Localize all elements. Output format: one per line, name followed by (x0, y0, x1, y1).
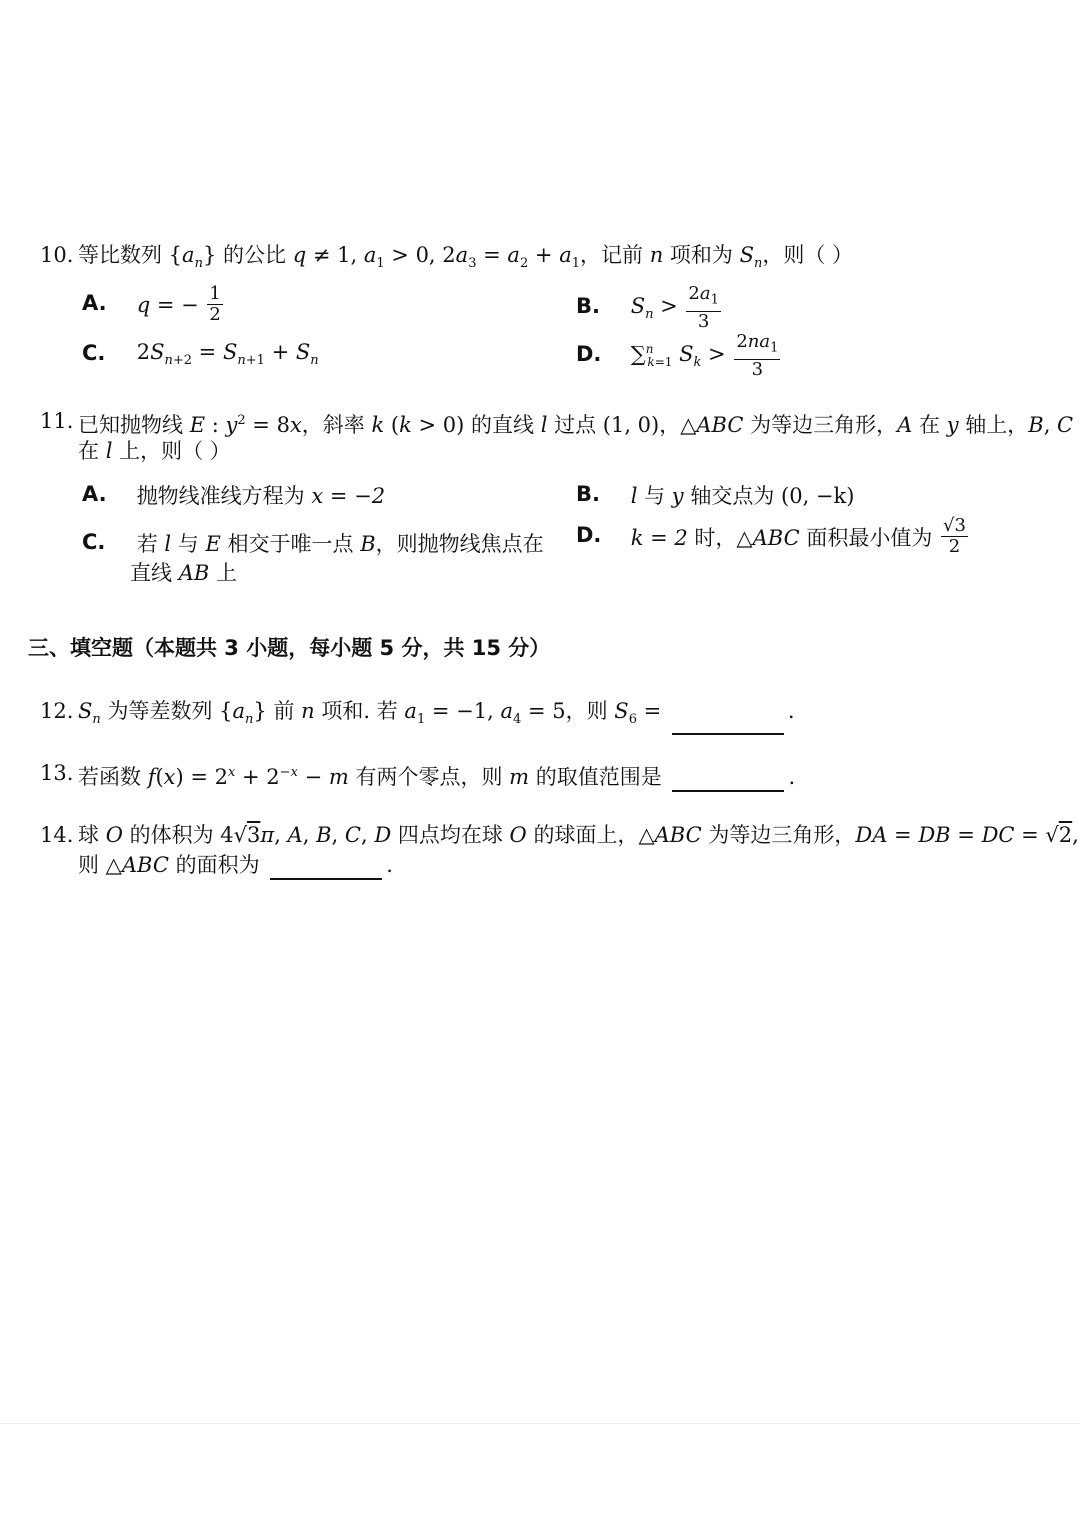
stem-text: 的直线 (471, 413, 534, 437)
option-label: D. (576, 342, 602, 367)
question-stem: 等比数列 $\{a_n\}$ 的公比 q ≠ 1, $a_1 > 0$, $2a_3 = a_2 + a_1$，记前 n 项和为 $S_n$，则（ ） (78, 243, 854, 272)
answer-blank[interactable] (672, 711, 784, 735)
option-label: B. (576, 294, 600, 319)
stem-text: 已知抛物线 (78, 413, 183, 437)
stem-text: 在 (78, 439, 99, 463)
option-label: B. (576, 481, 600, 506)
option-c: C. 若 l 与 E 相交于唯一点 B，则抛物线焦点在 (82, 529, 544, 556)
fraction: $\frac{2a_1}{3}$ (688, 283, 719, 332)
question-number: 12. (40, 699, 74, 723)
stem-text: 在 (919, 413, 940, 437)
stem-text: 的公比 (223, 243, 286, 267)
stem-text: 轴上， (965, 413, 1029, 437)
option-label: D. (576, 523, 602, 547)
option-label: A. (82, 481, 107, 506)
question-number: 13. (40, 761, 74, 785)
stem-text: 项和为 (669, 243, 733, 267)
option-b: B. $S_n$ > $\frac{2a_1}{3}$ (576, 283, 719, 332)
question-stem: 若函数 $f(x) = 2^x + 2^{-x} - m$ 有两个零点，则 m 的取值范围是 . (78, 758, 795, 792)
stem-text: ， (659, 413, 681, 437)
answer-blank[interactable] (672, 768, 784, 792)
stem-text: ，记前 (580, 243, 643, 267)
option-d: D. k = 2 时，△ABC 面积最小值为 $\frac{√3}{2}$ (576, 515, 966, 557)
question-number: 10. (40, 243, 74, 267)
option-label: C. (82, 529, 106, 554)
question-stem: $S_n$ 为等差数列 $\{a_n\}$ 前 n 项和. 若 $a_1 = -1$, $a_4 = 5$，则 $S_6$ = . (78, 696, 795, 735)
stem-text: ，斜率 (301, 413, 365, 437)
stem-text: 等比数列 (78, 243, 162, 267)
question-stem: 已知抛物线 E : $y^2 = 8x$，斜率 k (k > 0) 的直线 l 过点 (1, 0)，△ABC 为等边三角形，A 在 y 轴上，B, C (78, 413, 1074, 437)
stem-text: 上，则（ ） (119, 439, 231, 463)
option-c: C. $2S_{n+2} = S_{n+1} + S_n$ (82, 340, 319, 369)
option-a: A. 抛物线准线方程为 x = −2 (82, 481, 386, 508)
answer-blank[interactable] (270, 856, 382, 880)
option-b: B. l 与 y 轴交点为 (0, −k) (576, 481, 855, 508)
question-stem: 球 O 的体积为 4√3π, A, B, C, D 四点均在球 O 的球面上，△ABC 为等边三角形，DA = DB = DC = √2, (78, 823, 1079, 847)
question-number: 14. (40, 823, 74, 847)
option-label: A. (82, 291, 107, 315)
stem-text: 为等边三角形， (750, 413, 898, 437)
question-14-line-2: 则 △ABC 的面积为 . (78, 850, 393, 880)
section-title: 三、填空题（本题共 3 小题，每小题 5 分，共 15 分） (28, 636, 551, 660)
page-divider (0, 1423, 1080, 1424)
fraction: $\frac{1}{2}$ (209, 283, 221, 325)
option-a: A. q = − $\frac{1}{2}$ (82, 283, 221, 325)
option-d: D. ∑$^n_{k=1}$ $S_k$ > $\frac{2na_1}{3}$ (576, 331, 779, 380)
option-c-line-2: 直线 AB 上 (130, 561, 237, 585)
stem-text: ，则（ ） (762, 243, 854, 267)
option-label: C. (82, 340, 106, 365)
question-number: 11. (40, 409, 74, 433)
stem-text: 过点 (554, 413, 597, 437)
fraction: $\frac{√3}{2}$ (943, 515, 966, 557)
question-11-line-2: 在 l 上，则（ ） (78, 439, 231, 463)
fraction: $\frac{2na_1}{3}$ (736, 331, 779, 380)
